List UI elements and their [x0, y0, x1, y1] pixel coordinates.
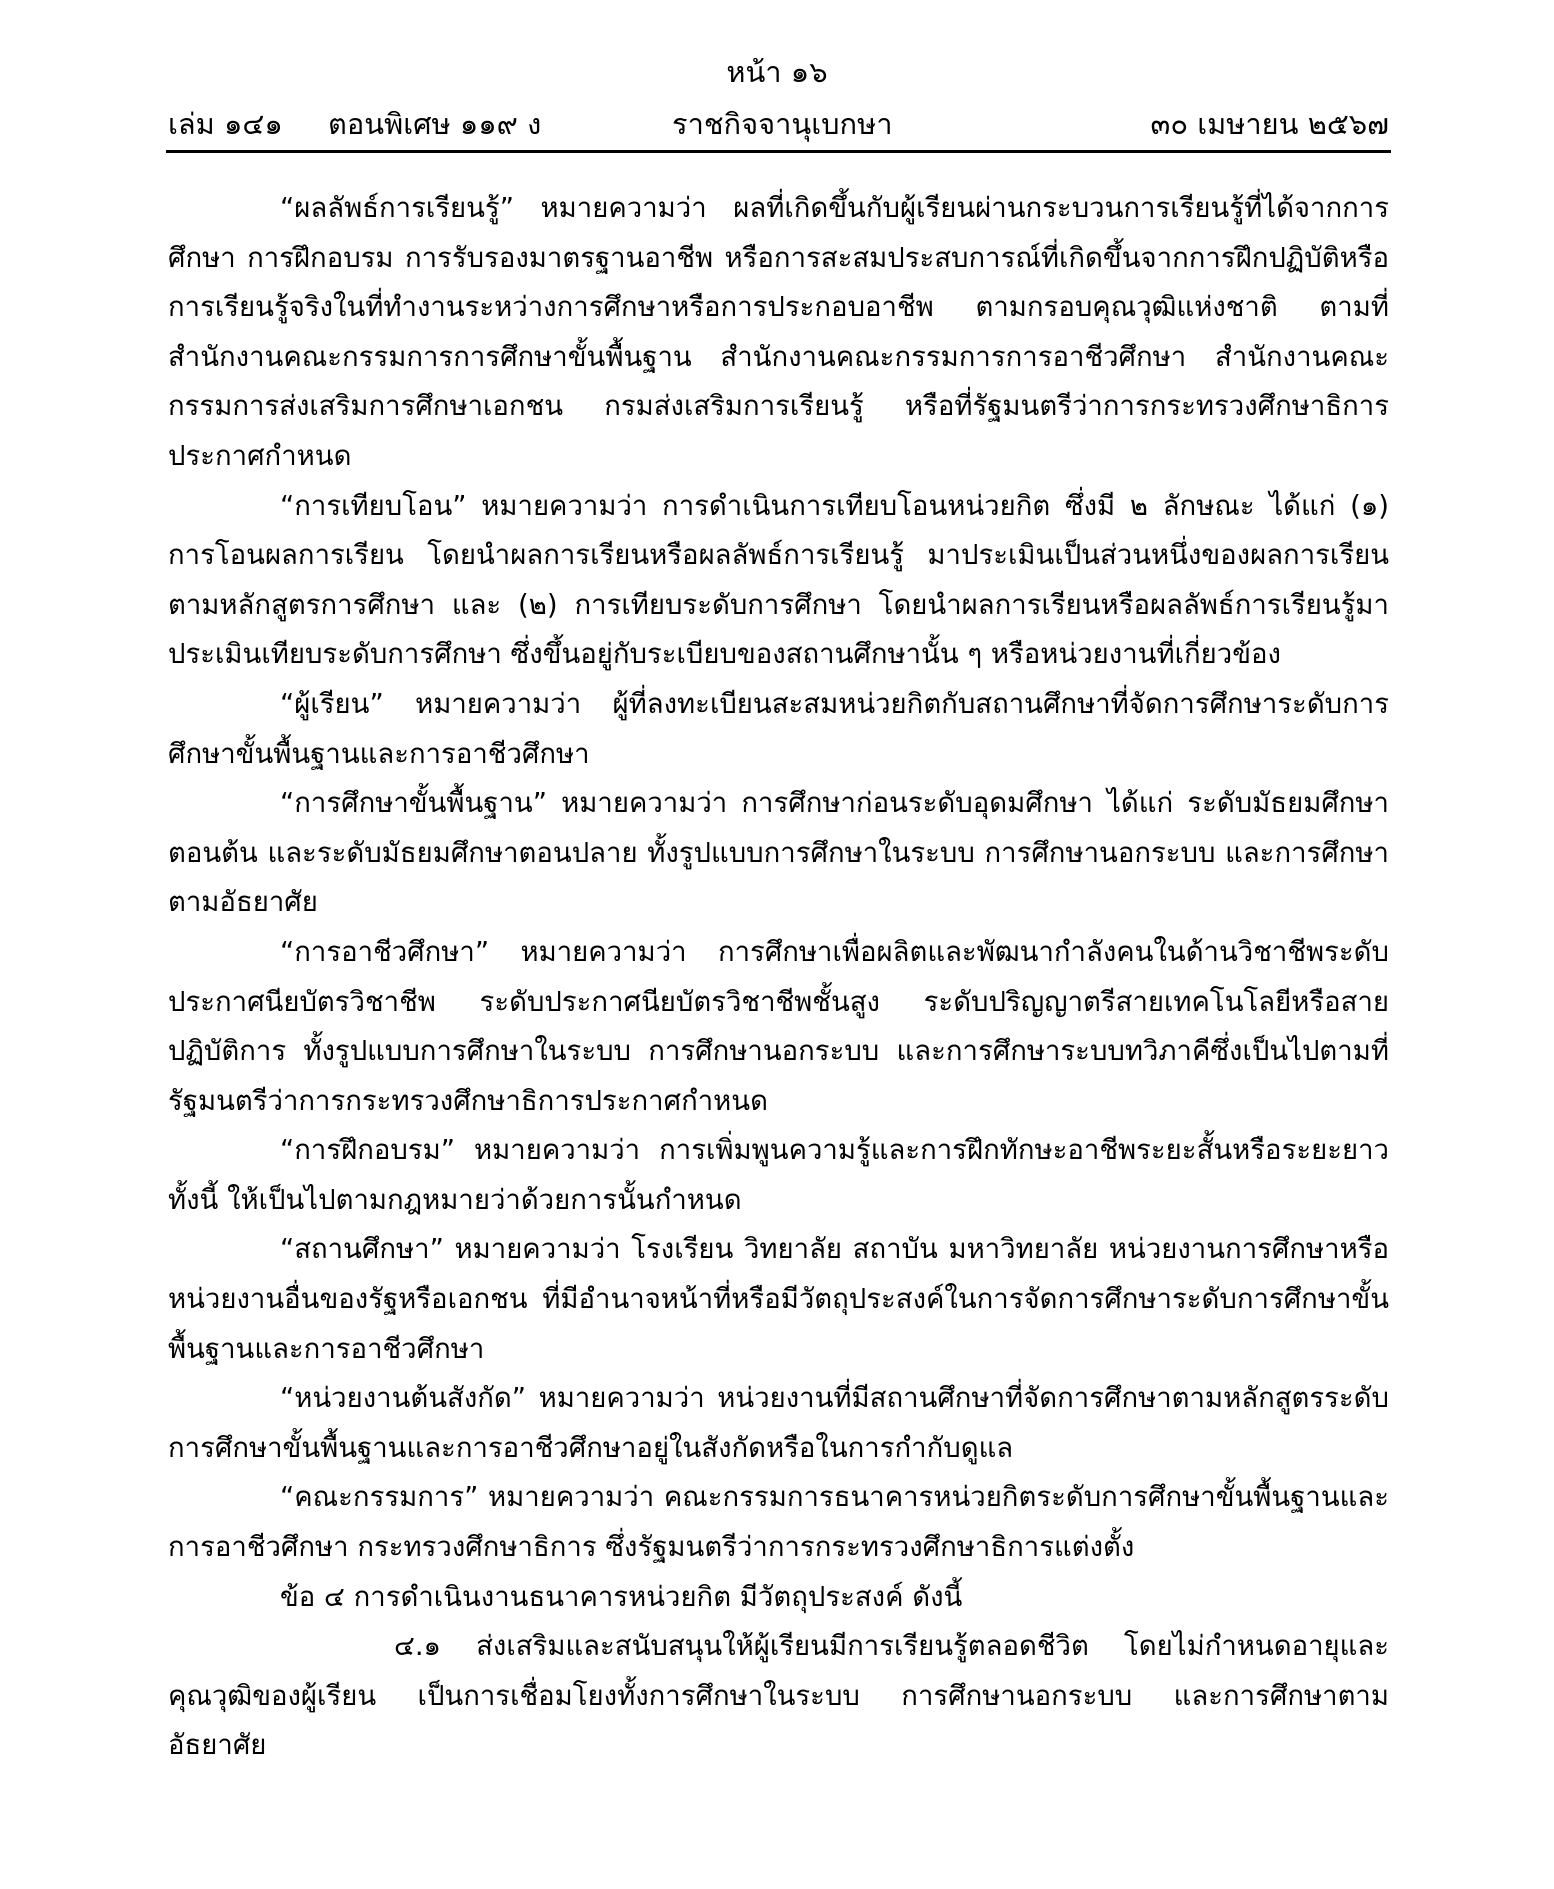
- definition-paragraph: “หน่วยงานต้นสังกัด” หมายความว่า หน่วยงานที่มีสถานศึกษาที่จัดการศึกษาตามหลักสูตรระดับการศึกษาขั้นพื้นฐานและการอาชีวศึกษาอยู่ในสังกัดหรือในการกำกับดูแล: [168, 1382, 1389, 1464]
- header-rule: [166, 150, 1391, 153]
- page-number: หน้า ๑๖: [726, 55, 828, 89]
- document-body: [168, 184, 1389, 1771]
- clause-4-1: ๔.๑ ส่งเสริมและสนับสนุนให้ผู้เรียนมีการเรียนรู้ตลอดชีวิต โดยไม่กำหนดอายุและคุณวุฒิของผู้เรียน เป็นการเชื่อมโยงทั้งการศึกษาในระบบ การศึกษานอกระบบ และการศึกษาตามอัธยาศัย: [168, 1630, 1389, 1762]
- definition-paragraph: “ผู้เรียน” หมายความว่า ผู้ที่ลงทะเบียนสะสมหน่วยกิตกับสถานศึกษาที่จัดการศึกษาระดับการศึกษาขั้นพื้นฐานและการอาชีวศึกษา: [168, 687, 1389, 770]
- gazette-header: [168, 104, 1389, 144]
- definition-paragraph: “การศึกษาขั้นพื้นฐาน” หมายความว่า การศึกษาก่อนระดับอุดมศึกษา ได้แก่ ระดับมัธยมศึกษาตอนต้น และระดับมัธยมศึกษาตอนปลาย ทั้งรูปแบบการศึกษาในระบบ การศึกษานอกระบบ และการศึกษาตามอัธยาศัย: [168, 787, 1389, 919]
- definition-paragraph: “การอาชีวศึกษา” หมายความว่า การศึกษาเพื่อผลิตและพัฒนากำลังคนในด้านวิชาชีพระดับประกาศนียบัตรวิชาชีพ ระดับประกาศนียบัตรวิชาชีพชั้นสูง ระดับปริญญาตรีสายเทคโนโลยีหรือสายปฏิบัติการ ทั้งรูปแบบการศึกษาในระบบ การศึกษานอกระบบ และการศึกษาระบบทวิภาคีซึ่งเป็นไปตามที่รัฐมนตรีว่าการกระทรวงศึกษาธิการประกาศกำหนด: [168, 935, 1389, 1117]
- definition-paragraph: “คณะกรรมการ” หมายความว่า คณะกรรมการธนาคารหน่วยกิตระดับการศึกษาขั้นพื้นฐานและการอาชีวศึกษา กระทรวงศึกษาธิการ ซึ่งรัฐมนตรีว่าการกระทรวงศึกษาธิการแต่งตั้ง: [168, 1481, 1389, 1564]
- clause-4: ข้อ ๔ การดำเนินงานธนาคารหน่วยกิต มีวัตถุประสงค์ ดังนี้: [280, 1580, 963, 1613]
- publication-date: ๓๐ เมษายน ๒๕๖๗: [1150, 107, 1389, 141]
- issue-label: ตอนพิเศษ ๑๑๙ ง: [328, 107, 542, 141]
- definition-paragraph: “สถานศึกษา” หมายความว่า โรงเรียน วิทยาลัย สถาบัน มหาวิทยาลัย หน่วยงานการศึกษาหรือหน่วยงานอื่นของรัฐหรือเอกชน ที่มีอำนาจหน้าที่หรือมีวัตถุประสงค์ในการจัดการศึกษาระดับการศึกษาขั้นพื้นฐานและการอาชีวศึกษา: [168, 1233, 1389, 1365]
- definition-paragraph: “การเทียบโอน” หมายความว่า การดำเนินการเทียบโอนหน่วยกิต ซึ่งมี ๒ ลักษณะ ได้แก่ (๑) การโอนผลการเรียน โดยนำผลการเรียนหรือผลลัพธ์การเรียนรู้ มาประเมินเป็นส่วนหนึ่งของผลการเรียนตามหลักสูตรการศึกษา และ (๒) การเทียบระดับการศึกษา โดยนำผลการเรียนหรือผลลัพธ์การเรียนรู้มาประเมินเทียบระดับการศึกษา ซึ่งขึ้นอยู่กับระเบียบของสถานศึกษานั้น ๆ หรือหน่วยงานที่เกี่ยวข้อง: [168, 489, 1389, 671]
- definition-paragraph: “การฝึกอบรม” หมายความว่า การเพิ่มพูนความรู้และการฝึกทักษะอาชีพระยะสั้นหรือระยะยาว ทั้งนี้ ให้เป็นไปตามกฎหมายว่าด้วยการนั้นกำหนด: [168, 1134, 1389, 1216]
- volume-label: เล่ม ๑๔๑: [168, 107, 283, 141]
- gazette-name: ราชกิจจานุเบกษา: [672, 107, 893, 141]
- definition-paragraph: “ผลลัพธ์การเรียนรู้” หมายความว่า ผลที่เกิดขึ้นกับผู้เรียนผ่านกระบวนการเรียนรู้ที่ได้จากการศึกษา การฝึกอบรม การรับรองมาตรฐานอาชีพ หรือการสะสมประสบการณ์ที่เกิดขึ้นจากการฝึกปฏิบัติหรือการเรียนรู้จริงในที่ทำงานระหว่างการศึกษาหรือการประกอบอาชีพ ตามกรอบคุณวุฒิแห่งชาติ ตามที่สำนักงานคณะกรรมการการศึกษาขั้นพื้นฐาน สำนักงานคณะกรรมการการอาชีวศึกษา สำนักงานคณะกรรมการส่งเสริมการศึกษาเอกชน กรมส่งเสริมการเรียนรู้ หรือที่รัฐมนตรีว่าการกระทรวงศึกษาธิการประกาศกำหนด: [168, 192, 1389, 472]
